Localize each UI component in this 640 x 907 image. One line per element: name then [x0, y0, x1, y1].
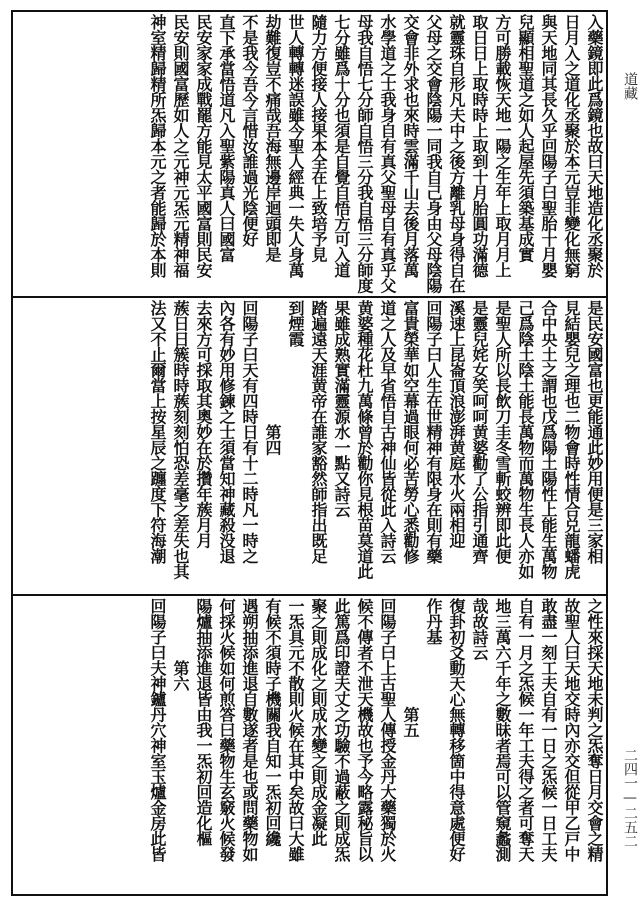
text-column: 七分雖爲十分也須是自覺自悟方可入道	[332, 14, 351, 278]
text-column: 民安則國富歷如人之元神元炁元精神福	[171, 14, 190, 278]
text-column: 神室精歸精所炁歸本元之者能歸於本則	[148, 14, 167, 278]
section-divider	[11, 594, 608, 596]
text-column: 踏遍遠天涯黄帝在誰家豁然師指出既足	[309, 300, 328, 564]
text-band-top	[14, 14, 604, 294]
text-column: 道之人及早省悟自古神仙皆從此入詩云	[378, 300, 397, 564]
text-column: 果雖成熟實滿靈源水一點又詩云	[332, 300, 351, 517]
text-band-middle	[14, 300, 604, 592]
section-divider	[11, 296, 608, 298]
text-column: 民安家家成戰罷方能見太平國富則民安	[194, 14, 213, 278]
text-column: 聚之則成化之則成水變之則成金凝此	[309, 598, 328, 846]
text-column: 第六	[171, 598, 190, 691]
text-column: 回陽子曰天有四時日有十二時凡一時之	[240, 300, 259, 564]
text-column: 到煙霞	[286, 300, 305, 347]
text-column: 遇朔抽添進退自數遂者是也或問藥物如	[240, 598, 259, 862]
text-column: 第五	[401, 598, 420, 738]
text-column: 故聖人曰天地交時內亦交但從甲乙戸中	[562, 598, 581, 862]
text-column: 此篤爲印證夫丈之功驗不過蔽之則成炁	[332, 598, 351, 862]
text-column: 就靈珠自形凡夫中之後方離乳母身得自在	[447, 14, 466, 293]
text-column: 哉故詩云	[470, 598, 489, 660]
text-column: 合中央土之謂也戊爲陽土陽性上能生萬物	[539, 300, 558, 579]
text-column: 日月入之道化丞聚於本元豈非變化無窮	[562, 14, 581, 278]
text-column: 方可勝載恢天地一陽之生年上取月月上	[493, 14, 512, 278]
text-band-bottom	[14, 598, 604, 892]
text-column: 與天地同其長久乎回陽子曰聖胎十月嬰	[539, 14, 558, 278]
text-column: 父母之交會陰陽一同我自己身由父母陰陽	[424, 14, 443, 293]
text-column: 蔟日日簇時時蔟刻刻怕恐差毫之差失也其	[171, 300, 190, 579]
text-column: 水學道之士我身自有真父聖母自有真乎父	[378, 14, 397, 293]
text-column: 不是我今吾今言惜汝誰過光陰便好	[240, 14, 259, 247]
text-column: 之性來採天地未判之炁奪日月交會之精	[585, 598, 604, 862]
text-column: 見結嬰兒之理也二物會時性情合兑龍蟠虎	[562, 300, 581, 579]
text-column: 一炁具元不散則火候在其中矣故曰大雖	[286, 598, 305, 862]
text-column: 溪速上昆崙頂浪澎湃黄庭水火兩相迎	[447, 300, 466, 548]
text-column: 第四	[263, 300, 282, 455]
text-column: 母我自悟七分師自悟三分我自悟三分師度	[355, 14, 374, 293]
text-column: 法又不止爾當上按星辰之躔度下符海潮	[148, 300, 167, 564]
text-column: 敢盡一刻工夫自有一日之炁候一日工夫	[539, 598, 558, 862]
text-column: 有候不須時子機關我自知一炁初回纔	[263, 598, 282, 846]
text-column: 隨力方便接人接果本全在上致培予見	[309, 14, 328, 262]
text-column: 候不傳者不泄天機故也予今略露秘旨以	[355, 598, 374, 862]
text-column: 去來方可採取其奧妙在於攢年蔟月月	[194, 300, 213, 548]
text-column: 自有一月之炁候一年工夫得之者可奪天	[516, 598, 535, 862]
text-column: 是民安國富也更能通此妙用便是三家相	[585, 300, 604, 564]
text-column: 兒顯相聖道之如人起屋先須築基成實	[516, 14, 535, 262]
text-column: 取日日上取時時上取到十月胎圓功滿德	[470, 14, 489, 278]
text-column: 回陽子曰上古聖人傳授金丹大藥獨於火	[378, 598, 397, 862]
text-column: 是聖人所以長飲刀圭冬雪斬蛟辨即此便	[493, 300, 512, 564]
text-column: 地三萬六千年之數昧者焉可以管窺蠡測	[493, 598, 512, 862]
text-column: 己爲陰土陰土能長萬物而萬物生長人亦如	[516, 300, 535, 579]
text-column: 交會非外求也來時雲滿千山去後月落萬	[401, 14, 420, 278]
text-column: 富貴榮華如空幕過眼何必苦勞心悉勸修	[401, 300, 420, 564]
book-title: 道藏	[622, 72, 638, 100]
page-number: 二四一—二五二	[622, 748, 638, 848]
text-column: 陽爐抽添進退皆由我一炁初回造化樞	[194, 598, 213, 846]
text-column: 回陽子曰人生在世精神有限身在則有藥	[424, 300, 443, 564]
text-column: 入藥鏡即此爲鏡也故曰天地造化丞聚於	[585, 14, 604, 278]
text-column: 回陽子曰夫神鑪丹穴神室玉爐金房此皆	[148, 598, 167, 862]
text-column: 是靈兒姹女笑呵呵黄婆勸了公指引通齊	[470, 300, 489, 564]
text-column: 復卦初爻動天心無轉移箇中得意處便好	[447, 598, 466, 862]
text-column: 直下承當悟道凡入聖紫陽真人曰國富	[217, 14, 236, 262]
text-column: 黄婆種花杜九萬條曾於勸你見根苗莫道此	[355, 300, 374, 579]
text-column: 作丹基	[424, 598, 443, 645]
text-column: 劫難復豈不痛哉吾海無邊岸迴頭即是	[263, 14, 282, 262]
text-column: 世人轉轉迷誤雖今聖人經典一失人身萬	[286, 14, 305, 278]
text-column: 何採火候如何煎答曰藥物生玄竅火候發	[217, 598, 236, 862]
text-column: 內各有妙用修鍊之士須當知神藏殺没退	[217, 300, 236, 564]
